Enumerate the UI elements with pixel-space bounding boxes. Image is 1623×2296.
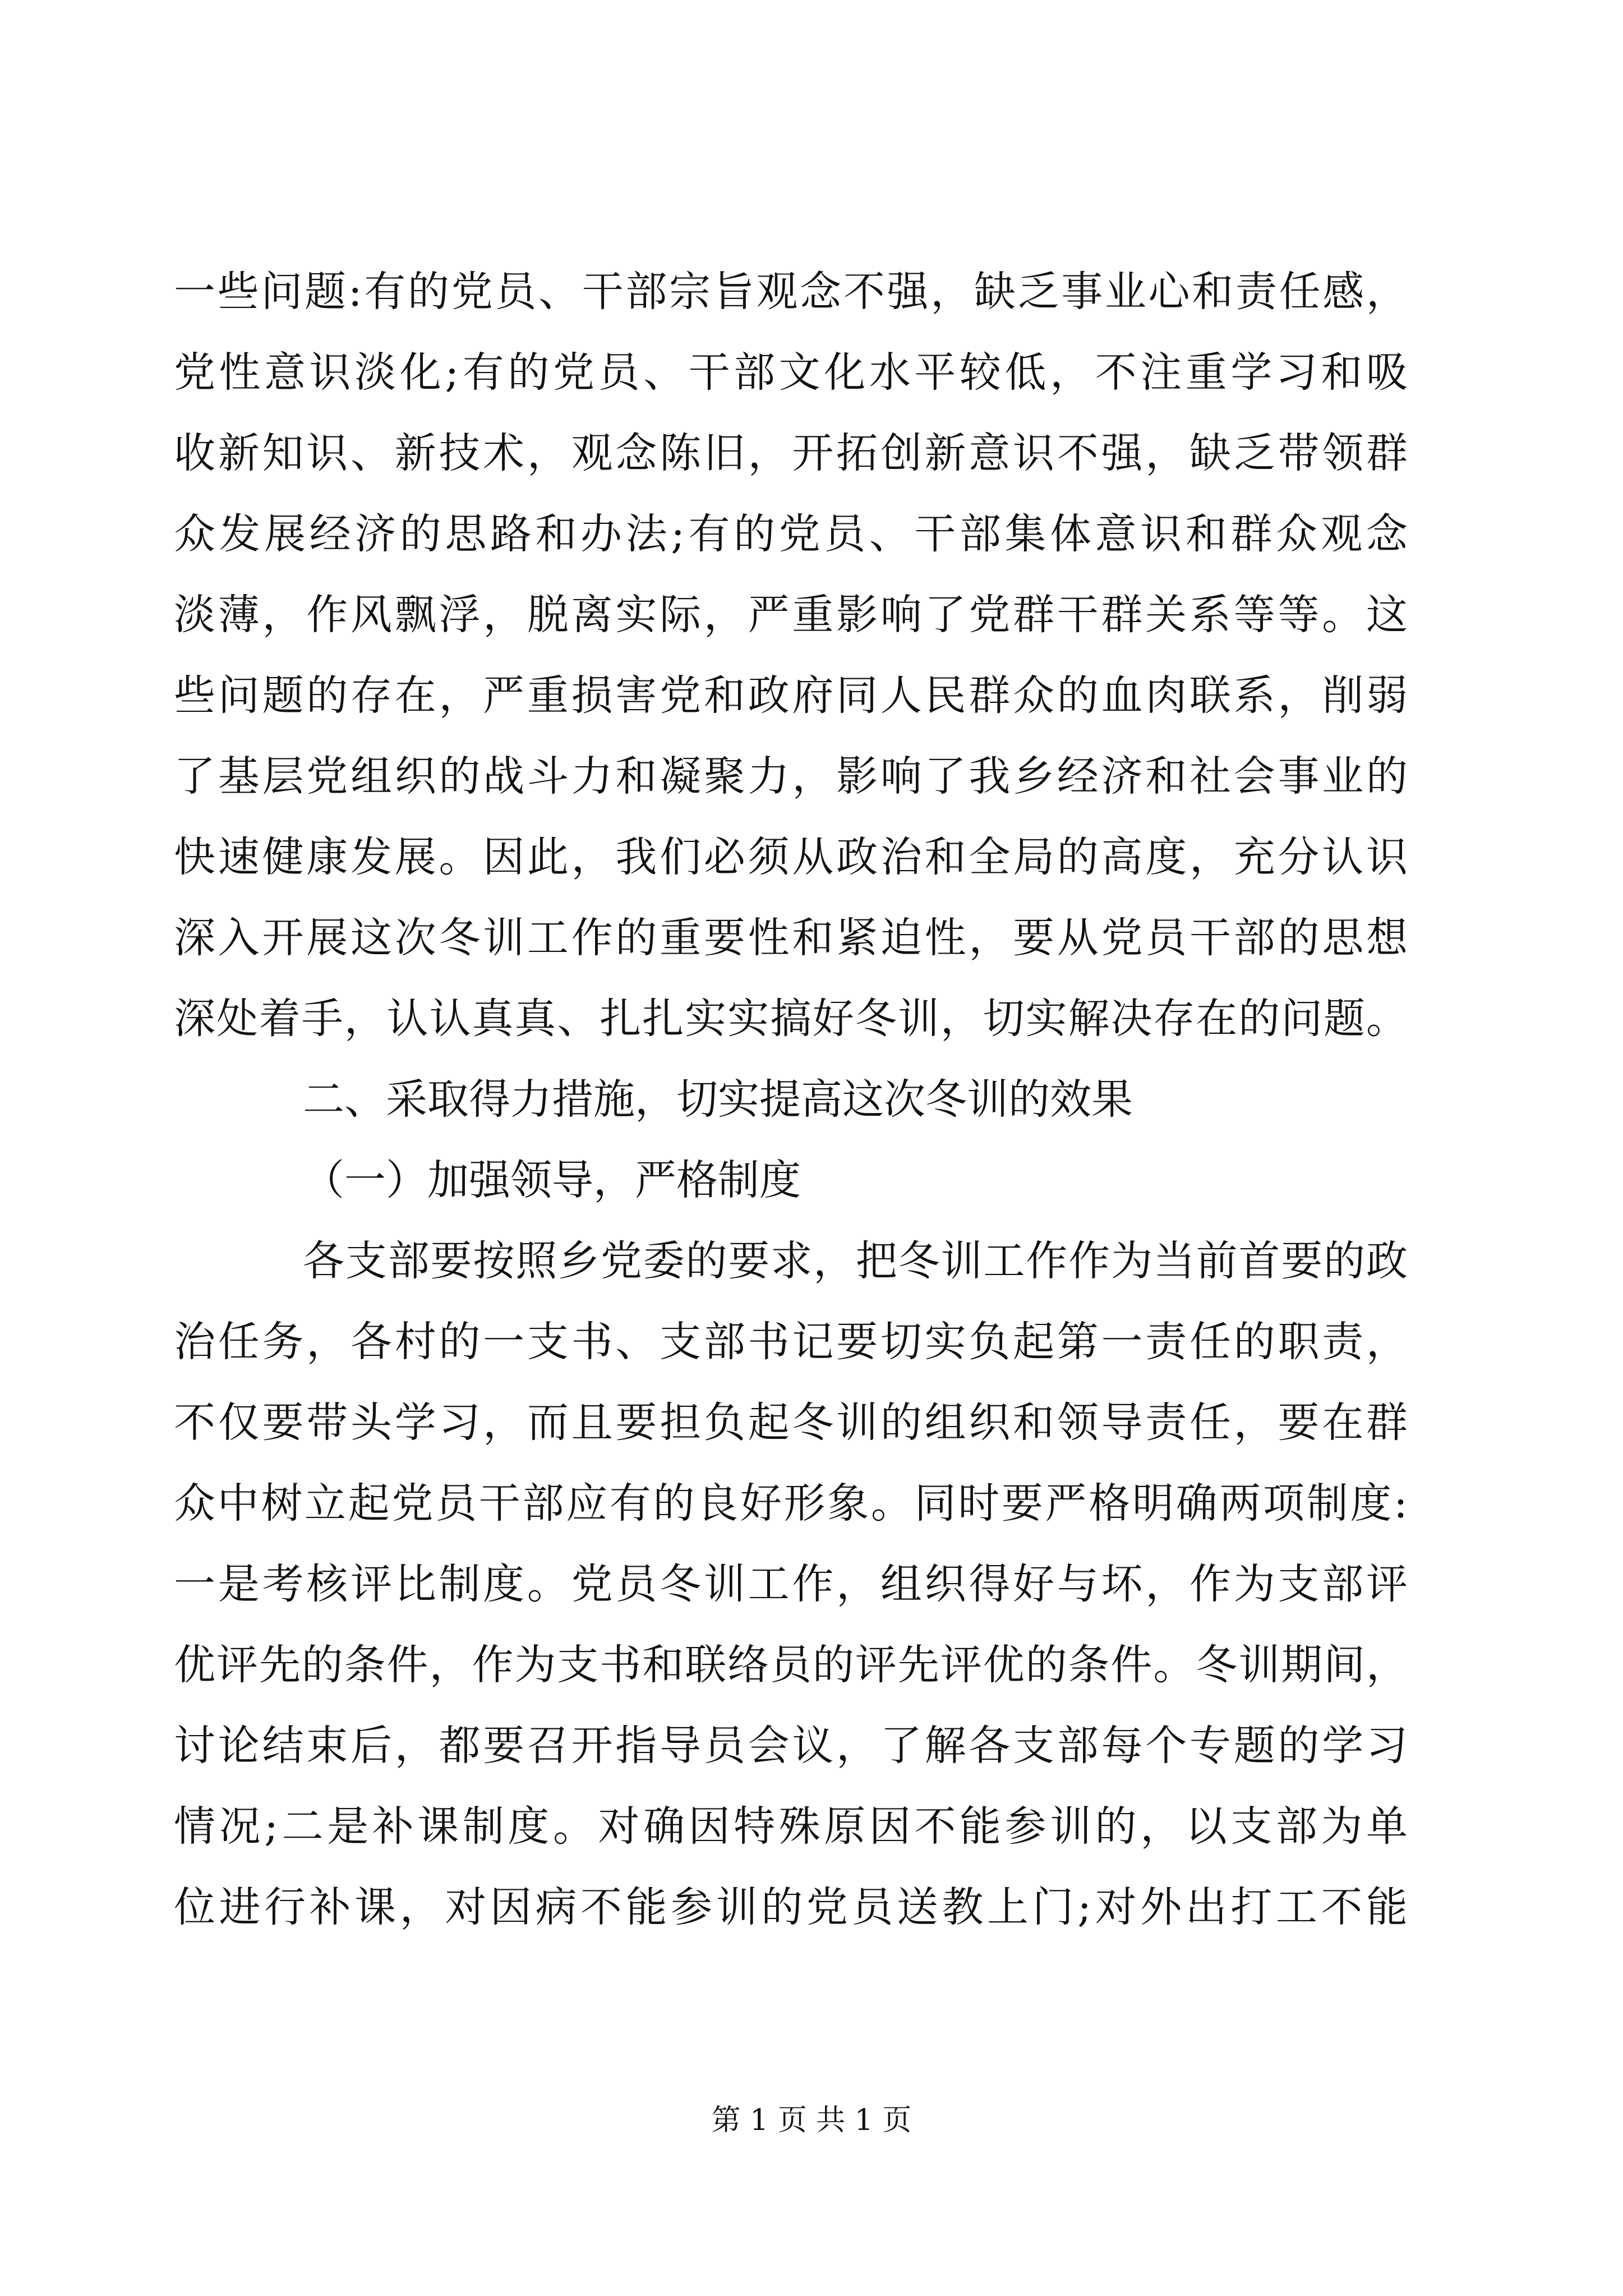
text-line: 淡薄，作风飘浮，脱离实际，严重影响了党群干群关系等等。这 <box>174 591 1408 639</box>
text-line: 一是考核评比制度。党员冬训工作，组织得好与坏，作为支部评 <box>174 1560 1408 1608</box>
text-line: 位进行补课，对因病不能参训的党员送教上门;对外出打工不能 <box>174 1883 1408 1931</box>
text-line: 众发展经济的思路和办法;有的党员、干部集体意识和群众观念 <box>174 510 1408 558</box>
text-line: 了基层党组织的战斗力和凝聚力，影响了我乡经济和社会事业的 <box>174 752 1408 800</box>
page-footer: 第 1 页 共 1 页 <box>711 2104 912 2137</box>
text-line: 讨论结束后，都要召开指导员会议，了解各支部每个专题的学习 <box>174 1722 1408 1770</box>
text-line: 优评先的条件，作为支书和联络员的评先评优的条件。冬训期间， <box>174 1641 1408 1689</box>
text-line: 情况;二是补课制度。对确因特殊原因不能参训的，以支部为单 <box>174 1802 1408 1851</box>
text-line: 深入开展这次冬训工作的重要性和紧迫性，要从党员干部的思想 <box>174 914 1408 962</box>
text-line: 党性意识淡化;有的党员、干部文化水平较低，不注重学习和吸 <box>174 348 1408 397</box>
text-line: 一些问题:有的党员、干部宗旨观念不强，缺乏事业心和责任感， <box>174 268 1408 316</box>
section-heading: 二、采取得力措施，切实提高这次冬训的效果 <box>303 1075 1133 1124</box>
text-line: 众中树立起党员干部应有的良好形象。同时要严格明确两项制度: <box>174 1479 1408 1527</box>
text-line: 些问题的存在，严重损害党和政府同人民群众的血肉联系，削弱 <box>174 671 1408 720</box>
text-line: 收新知识、新技术，观念陈旧，开拓创新意识不强，缺乏带领群 <box>174 429 1408 477</box>
text-line: 快速健康发展。因此，我们必须从政治和全局的高度，充分认识 <box>174 833 1408 881</box>
text-line: 不仅要带头学习，而且要担负起冬训的组织和领导责任，要在群 <box>174 1398 1408 1447</box>
text-line: 各支部要按照乡党委的要求，把冬训工作作为当前首要的政 <box>303 1237 1408 1285</box>
text-line: 治任务，各村的一支书、支部书记要切实负起第一责任的职责， <box>174 1318 1408 1366</box>
subsection-heading: （一）加强领导，严格制度 <box>303 1156 801 1204</box>
text-line: 深处着手，认认真真、扎扎实实搞好冬训，切实解决存在的问题。 <box>174 995 1408 1043</box>
